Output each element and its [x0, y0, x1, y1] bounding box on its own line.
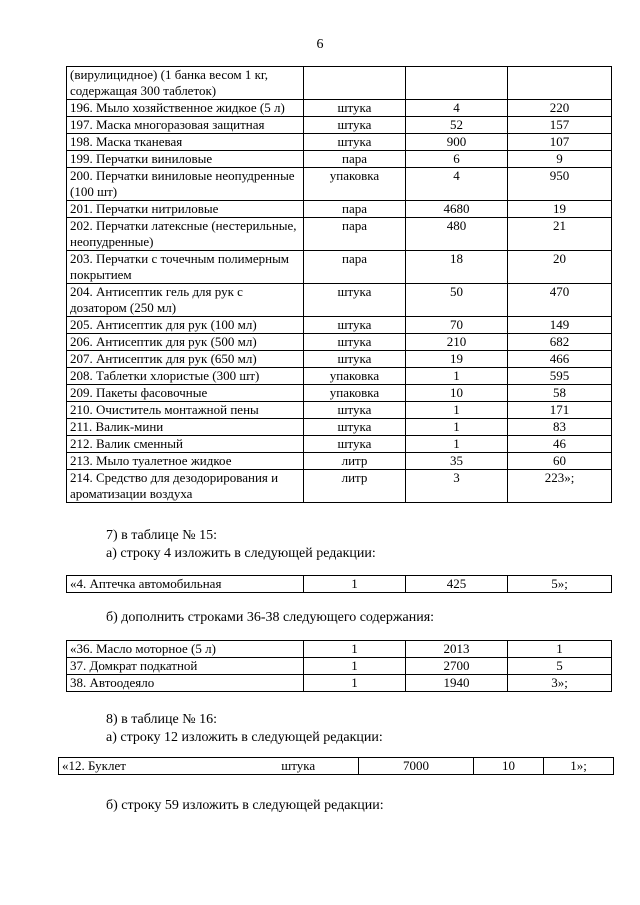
cell-price: 682: [508, 334, 612, 351]
cell-price: 10: [474, 758, 544, 775]
table-row: [67, 402, 612, 419]
cell-quantity: 4: [406, 168, 508, 201]
cell-unit: штука: [304, 134, 406, 151]
cell-name: 197. Маска многоразовая защитная: [67, 117, 304, 134]
table-row: [67, 218, 612, 251]
cell-price: [508, 67, 612, 100]
cell-quantity: 1: [406, 419, 508, 436]
cell-unit: штука: [304, 117, 406, 134]
table-row: [67, 151, 612, 168]
table-row: [67, 658, 612, 675]
cell-unit: литр: [304, 453, 406, 470]
cell-quantity: 1: [304, 641, 406, 658]
table-row: [67, 368, 612, 385]
cell-name: «36. Масло моторное (5 л): [67, 641, 304, 658]
cell-quantity: [406, 67, 508, 100]
cell-price: 157: [508, 117, 612, 134]
cell-term: 1: [508, 641, 612, 658]
cell-price: 21: [508, 218, 612, 251]
table-row: [67, 201, 612, 218]
cell-quantity: 1: [304, 675, 406, 692]
cell-quantity: 50: [406, 284, 508, 317]
cell-unit: упаковка: [304, 385, 406, 402]
cell-price: 595: [508, 368, 612, 385]
cell-name: 198. Маска тканевая: [67, 134, 304, 151]
cell-unit: [304, 67, 406, 100]
cell-name: 201. Перчатки нитриловые: [67, 201, 304, 218]
cell-quantity: 900: [406, 134, 508, 151]
cell-price: 60: [508, 453, 612, 470]
cell-quantity: 480: [406, 218, 508, 251]
cell-quantity: 1: [406, 402, 508, 419]
section8-item-a: а) строку 12 изложить в следующей редакции:: [106, 730, 383, 745]
cell-name: «4. Аптечка автомобильная: [67, 576, 304, 593]
table15-rows36-38: [66, 640, 612, 692]
cell-quantity: 6: [406, 151, 508, 168]
cell-name: 204. Антисептик гель для рук с дозатором (250 мл): [67, 284, 304, 317]
cell-name: 214. Средство для дезодорирования и ароматизации воздуха: [67, 470, 304, 503]
cell-unit: штука: [304, 317, 406, 334]
cell-unit: штука: [304, 334, 406, 351]
table-row: [67, 168, 612, 201]
cell-name: 205. Антисептик для рук (100 мл): [67, 317, 304, 334]
section8-heading: 8) в таблице № 16:: [106, 712, 217, 727]
cell-name: 37. Домкрат подкатной: [67, 658, 304, 675]
main-table: [66, 66, 612, 503]
table-row: [67, 67, 612, 100]
cell-price: 58: [508, 385, 612, 402]
cell-name: 208. Таблетки хлористые (300 шт): [67, 368, 304, 385]
cell-term: 5»;: [508, 576, 612, 593]
cell-unit: штука: [304, 402, 406, 419]
table15-row4: [66, 575, 612, 593]
cell-price: 425: [406, 576, 508, 593]
cell-unit: литр: [304, 470, 406, 503]
section7-item-a: а) строку 4 изложить в следующей редакции:: [106, 546, 376, 561]
cell-price: 171: [508, 402, 612, 419]
cell-name: 207. Антисептик для рук (650 мл): [67, 351, 304, 368]
cell-unit: пара: [304, 251, 406, 284]
table-row: [67, 675, 612, 692]
cell-price: 20: [508, 251, 612, 284]
cell-term: 1»;: [544, 758, 614, 775]
cell-quantity: 18: [406, 251, 508, 284]
cell-quantity: 1: [304, 576, 406, 593]
cell-quantity: 70: [406, 317, 508, 334]
table-row: [67, 641, 612, 658]
cell-unit: штука: [304, 284, 406, 317]
cell-unit: упаковка: [304, 368, 406, 385]
cell-name: 212. Валик сменный: [67, 436, 304, 453]
table-row: [67, 576, 612, 593]
table-row: [67, 436, 612, 453]
cell-name: 38. Автоодеяло: [67, 675, 304, 692]
cell-unit: упаковка: [304, 168, 406, 201]
table-row: [67, 453, 612, 470]
cell-name: 209. Пакеты фасовочные: [67, 385, 304, 402]
cell-quantity: 210: [406, 334, 508, 351]
cell-name: 206. Антисептик для рук (500 мл): [67, 334, 304, 351]
table-row: [67, 117, 612, 134]
table-row: [67, 284, 612, 317]
cell-quantity: 3: [406, 470, 508, 503]
cell-quantity: 1: [406, 368, 508, 385]
cell-term: 5: [508, 658, 612, 675]
cell-unit: пара: [304, 151, 406, 168]
cell-name: 211. Валик-мини: [67, 419, 304, 436]
table-row: [67, 317, 612, 334]
cell-name: 203. Перчатки с точечным полимерным покрытием: [67, 251, 304, 284]
cell-price: 466: [508, 351, 612, 368]
cell-price: 950: [508, 168, 612, 201]
cell-price: 2013: [406, 641, 508, 658]
cell-price: 470: [508, 284, 612, 317]
cell-price: 9: [508, 151, 612, 168]
cell-quantity: 4: [406, 100, 508, 117]
cell-unit: пара: [304, 218, 406, 251]
cell-price: 19: [508, 201, 612, 218]
cell-quantity: 35: [406, 453, 508, 470]
cell-unit: пара: [304, 201, 406, 218]
page-number: 6: [316, 37, 324, 52]
cell-quantity: 1: [406, 436, 508, 453]
cell-name: 202. Перчатки латексные (нестерильные, неопудренные): [67, 218, 304, 251]
cell-name: 210. Очиститель монтажной пены: [67, 402, 304, 419]
cell-name: (вирулицидное) (1 банка весом 1 кг, содержащая 300 таблеток): [67, 67, 304, 100]
table-row: [67, 334, 612, 351]
cell-unit: штука: [304, 419, 406, 436]
table-row: [67, 134, 612, 151]
table-row: [67, 100, 612, 117]
section8-item-b: б) строку 59 изложить в следующей редакции:: [106, 798, 384, 813]
table-row: [59, 758, 614, 775]
cell-quantity: 10: [406, 385, 508, 402]
section7-heading: 7) в таблице № 15:: [106, 528, 217, 543]
cell-unit: штука: [304, 351, 406, 368]
cell-quantity: 1: [304, 658, 406, 675]
cell-price: 1940: [406, 675, 508, 692]
cell-quantity: 19: [406, 351, 508, 368]
cell-price: 223»;: [508, 470, 612, 503]
cell-price: 149: [508, 317, 612, 334]
cell-price: 46: [508, 436, 612, 453]
cell-name: «12. Буклет: [59, 758, 239, 775]
cell-quantity: 52: [406, 117, 508, 134]
cell-unit: штука: [304, 100, 406, 117]
cell-name: 199. Перчатки виниловые: [67, 151, 304, 168]
cell-quantity: 4680: [406, 201, 508, 218]
cell-name: 200. Перчатки виниловые неопудренные (100 шт): [67, 168, 304, 201]
section7-item-b: б) дополнить строками 36-38 следующего содержания:: [106, 610, 435, 625]
table16-row12: [58, 757, 614, 775]
table-row: [67, 251, 612, 284]
cell-name: 196. Мыло хозяйственное жидкое (5 л): [67, 100, 304, 117]
cell-term: 3»;: [508, 675, 612, 692]
table-row: [67, 351, 612, 368]
cell-price: 220: [508, 100, 612, 117]
cell-price: 107: [508, 134, 612, 151]
cell-price: 83: [508, 419, 612, 436]
cell-quantity: 7000: [359, 758, 474, 775]
cell-unit: штука: [239, 758, 359, 775]
cell-price: 2700: [406, 658, 508, 675]
table-row: [67, 419, 612, 436]
table-row: [67, 385, 612, 402]
cell-name: 213. Мыло туалетное жидкое: [67, 453, 304, 470]
table-row: [67, 470, 612, 503]
cell-unit: штука: [304, 436, 406, 453]
